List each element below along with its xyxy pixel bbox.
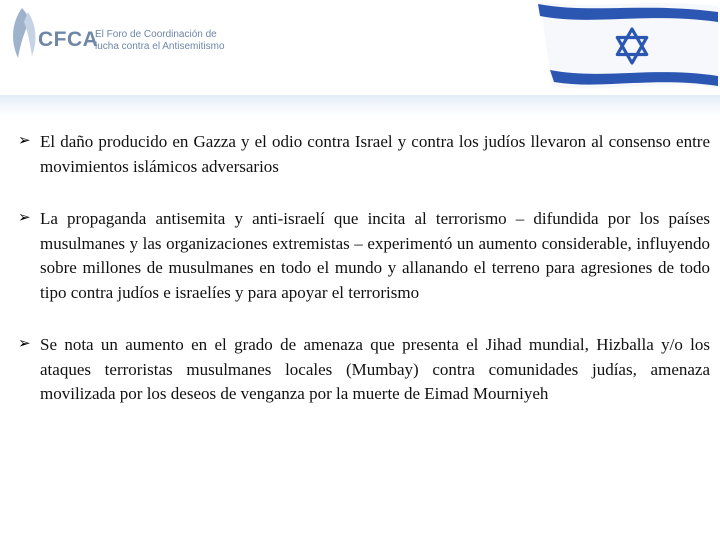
bullet-text: La propaganda antisemita y anti-israelí que incita al terrorismo – difundida por los países musulmanes y las organizaciones extremistas – experimentó un aumento considerable, influyendo sobre millones de musulmanes en todo el mundo y allanando el terreno para agresiones de todo tipo contra judíos e israelíes y para apoyar el terrorismo: [40, 209, 710, 302]
cfca-logo[interactable]: [8, 6, 238, 66]
israel-flag-icon: [532, 0, 720, 92]
logo-tagline-line-1: El Foro de Coordinación de: [95, 29, 217, 40]
header-divider-band: [0, 95, 720, 117]
arrow-bullet-icon: ➢: [18, 208, 31, 226]
cfca-logo-mark-icon: [8, 6, 42, 66]
logo-tagline-line-2: lucha contra el Antisemitismo: [95, 41, 225, 52]
arrow-bullet-icon: ➢: [18, 334, 31, 352]
bullet-item: [18, 130, 710, 179]
bullet-item: [18, 207, 710, 305]
logo-abbreviation: CFCA: [38, 28, 99, 51]
arrow-bullet-icon: ➢: [18, 131, 31, 149]
bullet-item: [18, 333, 710, 407]
bullet-text: El daño producido en Gazza y el odio contra Israel y contra los judíos llevaron al consenso entre movimientos islámicos adversarios: [40, 132, 710, 176]
bullet-list: [18, 130, 710, 407]
header: [0, 0, 720, 95]
bullet-text: Se nota un aumento en el grado de amenaza que presenta el Jihad mundial, Hizballa y/o los ataques terroristas musulmanes locales (Mumbay) contra comunidades judías, amenaza movilizada por los deseos de venganza por la muerte de Eimad Mourniyeh: [40, 335, 710, 403]
